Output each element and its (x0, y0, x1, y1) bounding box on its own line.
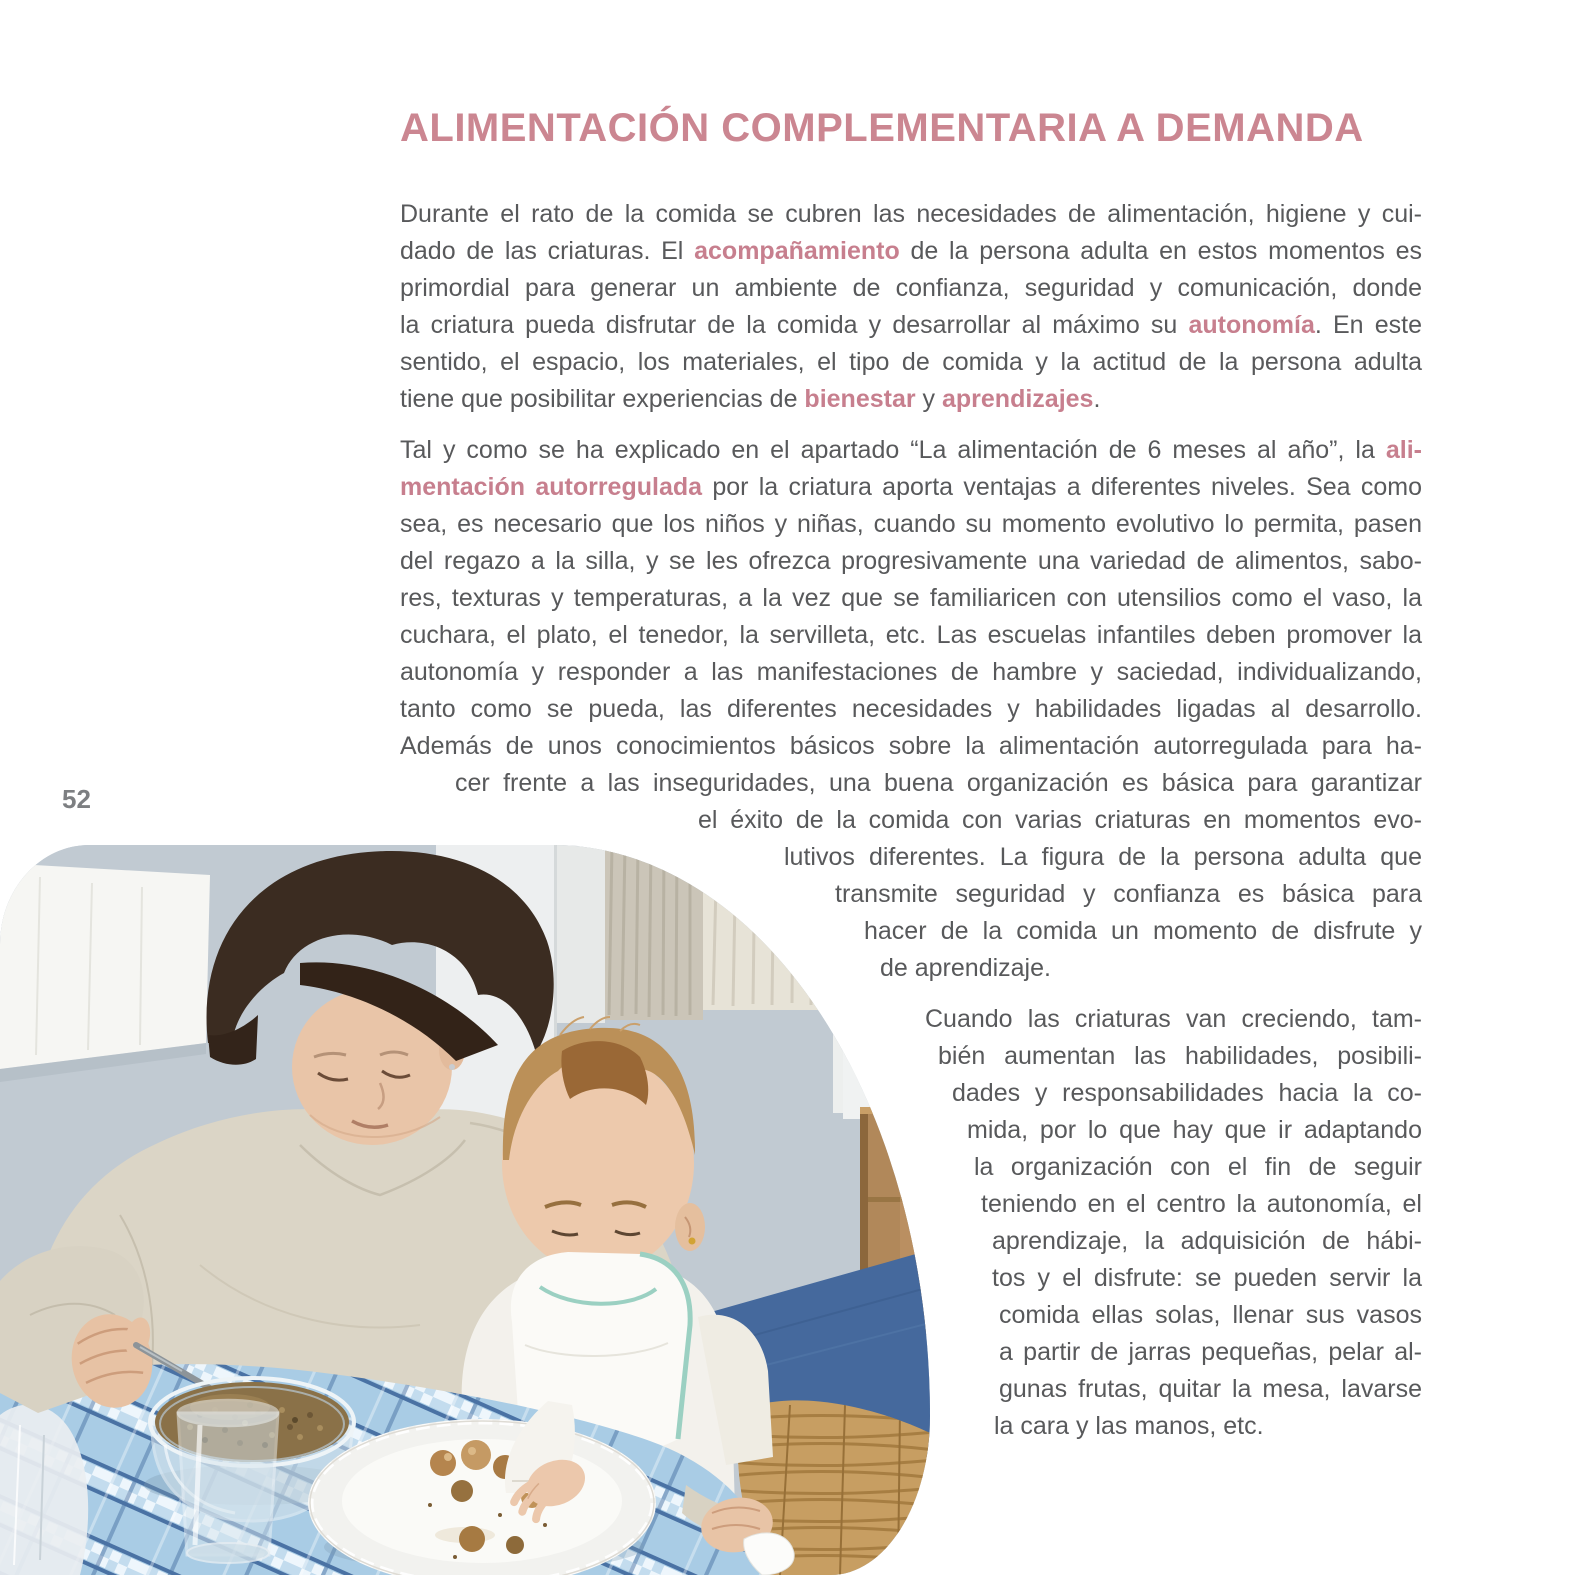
white-table-cloth (0, 863, 210, 1082)
page-number: 52 (62, 784, 91, 814)
text-line: sentido, el espacio, los materiales, el tipo de comida y la actitud de la persona adulta (400, 348, 1422, 376)
text-line: cer frente a las inseguridades, una buena organización es básica para garantizar (455, 769, 1422, 797)
text-line: la cara y las manos, etc. (994, 1412, 1264, 1440)
text-line: sea, es necesario que los niños y niñas, cuando su momento evolutivo lo permita, pasen (400, 510, 1422, 538)
text-line: comida ellas solas, llenar sus vasos (999, 1301, 1422, 1329)
text-line: cuchara, el plato, el tenedor, la servilleta, etc. Las escuelas infantiles deben promover la (400, 621, 1422, 649)
text-line: lutivos diferentes. La figura de la persona adulta que (784, 843, 1422, 871)
text-line: dades y responsabilidades hacia la co- (952, 1079, 1422, 1107)
text-line: la organización con el fin de seguir (974, 1153, 1422, 1181)
text-line: mida, por lo que hay que ir adaptando (967, 1116, 1422, 1144)
text-line: tanto como se pueda, las diferentes necesidades y habilidades ligadas al desarrollo. (400, 695, 1422, 723)
text-line: a partir de jarras pequeñas, pelar al- (999, 1338, 1422, 1366)
text-line: tos y el disfrute: se pueden servir la (992, 1264, 1422, 1292)
text-line: bién aumentan las habilidades, posibili- (938, 1042, 1422, 1070)
text-line: gunas frutas, quitar la mesa, lavarse (999, 1375, 1422, 1403)
text-line: mentación autorregulada por la criatura aporta ventajas a diferentes niveles. Sea como (400, 473, 1422, 501)
text-line: aprendizaje, la adquisición de hábi- (992, 1227, 1422, 1255)
text-line: Tal y como se ha explicado en el apartado “La alimentación de 6 meses al año”, la ali- (400, 436, 1422, 464)
text-line: Además de unos conocimientos básicos sobre la alimentación autorregulada para ha- (400, 732, 1422, 760)
baby-earring (689, 1238, 696, 1245)
page-title: ALIMENTACIÓN COMPLEMENTARIA A DEMANDA (400, 106, 1364, 150)
text-line: del regazo a la silla, y se les ofrezca progresivamente una variedad de alimentos, sabo- (400, 547, 1422, 575)
text-line: primordial para generar un ambiente de confianza, seguridad y comunicación, donde (400, 274, 1422, 302)
text-line: res, texturas y temperaturas, a la vez que se familiaricen con utensilios como el vaso, la (400, 584, 1422, 612)
text-line: el éxito de la comida con varias criaturas en momentos evo- (698, 806, 1422, 834)
text-line: teniendo en el centro la autonomía, el (981, 1190, 1422, 1218)
text-line: autonomía y responder a las manifestaciones de hambre y saciedad, individualizando, (400, 658, 1422, 686)
text-line: tiene que posibilitar experiencias de bienestar y aprendizajes. (400, 385, 1101, 413)
text-line: de aprendizaje. (880, 954, 1051, 982)
text-line: Durante el rato de la comida se cubren las necesidades de alimentación, higiene y cui- (400, 200, 1422, 228)
text-line: la criatura pueda disfrutar de la comida y desarrollar al máximo su autonomía. En este (400, 311, 1422, 339)
paragraph-1 (400, 196, 1422, 418)
text-line: dado de las criaturas. El acompañamiento de la persona adulta en estos momentos es (400, 237, 1423, 265)
text-line: Cuando las criaturas van creciendo, tam- (925, 1005, 1422, 1033)
earring (449, 1064, 455, 1070)
text-line: transmite seguridad y confianza es básica para (835, 880, 1422, 908)
drinking-glass (178, 1400, 278, 1563)
text-line: hacer de la comida un momento de disfrute y (864, 917, 1422, 945)
